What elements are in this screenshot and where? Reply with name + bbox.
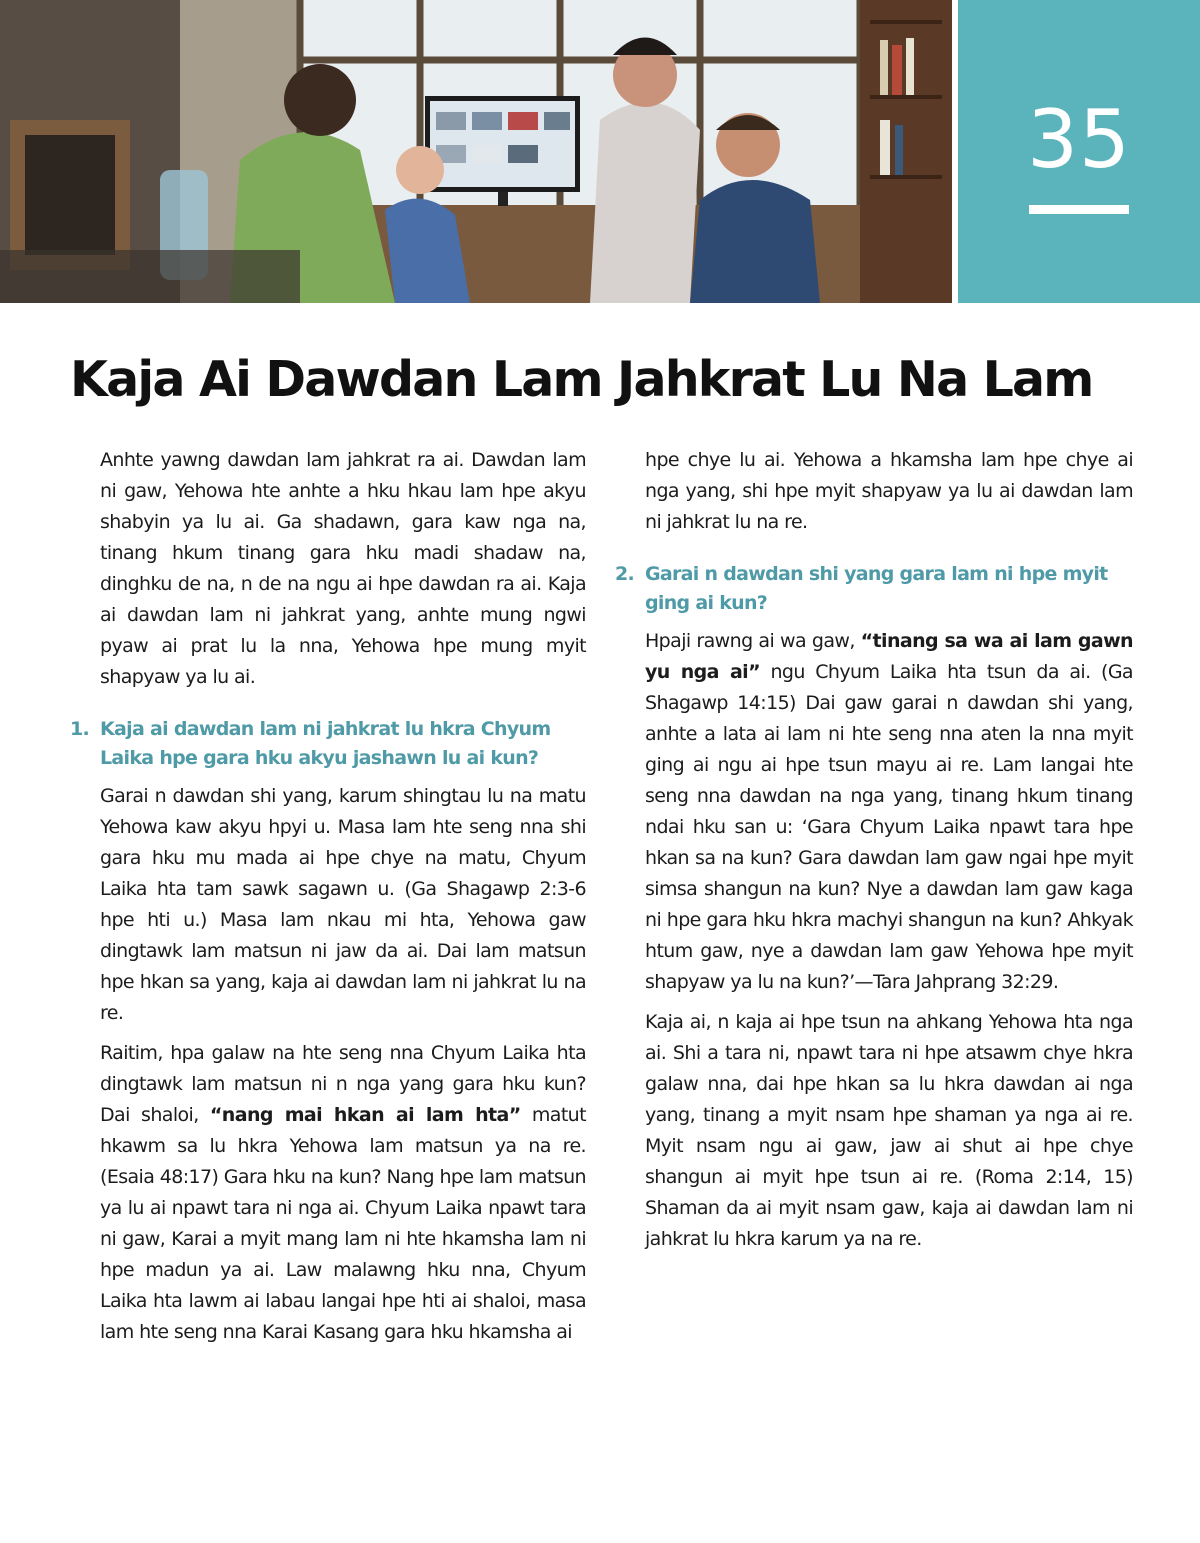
right-column [615,445,1133,1264]
header-photo [0,0,952,303]
lesson-number-box [958,0,1200,303]
question-1-number: 1. [70,718,90,740]
question-2-text: Garai n dawdan shi yang gara lam ni hpe myit ging ai kun? [645,563,1108,614]
left-column [70,445,586,1357]
section-2-paragraph-2: Kaja ai, n kaja ai hpe tsun na ahkang Yehowa hta nga ai. Shi a tara ni, npawt tara ni hpe atsawm chye hkra galaw nna, dai hpe hkan sa lu hkra dawdan ai nga yang, tinang a myit nsam hpe shaman ya nga ai re. Myit nsam ngu ai gaw, jaw ai shut ai hpe chye shangun ai myit hpe tsun ai re. (Roma 2:14, 15) Shaman da ai myit nsam gaw, kaja ai dawdan lam ni jahkrat lu hkra karum ya na re. [645,1011,1133,1250]
section-1-p2-quote: “nang mai hkan ai lam hta” [209,1104,521,1126]
section-2-p1-after: ngu Chyum Laika hta tsun da ai. (Ga Shagawp 14:15) Dai gaw garai n dawdan shi yang, anhte a lata ai lam ni hte seng nna aten la nna myit ging ai ngu ai hpe tsun mayu ai re. Lam langai hte seng nna dawdan na nga yang, tinang hkum tinang ndai hku san u: ‘Gara Chyum Laika npawt tara hpe hkan sa na kun? Gara dawdan lam gaw ngai hpe myit simsa shangun na kun? Nye a dawdan lam gaw kaga ni hpe gara hku hkra machyi shangun na kun? Ahkyak htum gaw, nye a dawdan lam gaw Yehowa hpe myit shapyaw ya lu na kun?’—Tara Jahprang 32:29. [645,661,1133,993]
section-1-paragraph-2-continued: hpe chye lu ai. Yehowa a hkamsha lam hpe chye ai nga yang, shi hpe myit shapyaw ya lu ai dawdan lam ni jahkrat lu na re. [645,449,1133,533]
section-1-p2-after: matut hkawm sa lu hkra Yehowa lam matsun ya na re. (Esaia 48:17) Gara hku na kun? Nang hpe lam matsun ya lu ai npawt tara ni nga ai. Chyum Laika npawt tara ni gaw, Karai a myit mang lam ni hte hkamsha lam ni hpe madun ya ai. Law malawng hku nna, Chyum Laika hta lawm ai labau langai hpe hti ai shaloi, masa lam hte seng nna Karai Kasang gara hku hkamsha ai [100,1104,586,1343]
question-2-number: 2. [615,563,635,585]
section-2-p1-before: Hpaji rawng ai wa gaw, [645,630,855,652]
section-2-paragraph-1 [645,626,1133,998]
lesson-number: 35 [1027,93,1131,186]
question-2 [615,560,1133,618]
section-1-paragraph-2 [100,1038,586,1348]
section-2-p1-quote: “tinang sa wa ai lam gawn yu nga ai” [645,630,1133,683]
lesson-number-underline [1029,205,1129,214]
section-1-paragraph-1: Garai n dawdan shi yang, karum shingtau lu na matu Yehowa kaw akyu hpyi u. Masa lam hte seng nna shi gara hku mu mada ai hpe chye na matu, Chyum Laika hta tam sawk sagawn u. (Ga Shagawp 2:3-6 hpe hti u.) Masa lam nkau mi hta, Yehowa gaw dingtawk lam matsun ni jaw da ai. Dai lam matsun hpe hkan sa yang, kaja ai dawdan lam ni jahkrat lu na re. [100,785,586,1024]
intro-paragraph: Anhte yawng dawdan lam jahkrat ra ai. Dawdan lam ni gaw, Yehowa hte anhte a hku hkau lam hpe akyu shabyin ya lu ai. Ga shadawn, gara kaw nga na, tinang hkum tinang gara hku madi shadaw na, dinghku de na, n de na ngu ai hpe dawdan ra ai. Kaja ai dawdan lam ni jahkrat yang, anhte mung ngwi pyaw ai prat lu la nna, Yehowa hpe mung myit shapyaw ya lu ai. [100,449,586,688]
section-1-p2-before: Raitim, hpa galaw na hte seng nna Chyum Laika hta dingtawk lam matsun ni n nga yang gara hku kun? Dai shaloi, [100,1042,586,1126]
family-at-computer-icon [0,0,952,303]
question-1-text: Kaja ai dawdan lam ni jahkrat lu hkra Chyum Laika hpe gara hku akyu jashawn lu ai kun? [100,718,551,769]
question-1 [70,715,586,773]
page-title: Kaja Ai Dawdan Lam Jahkrat Lu Na Lam [70,351,1093,408]
